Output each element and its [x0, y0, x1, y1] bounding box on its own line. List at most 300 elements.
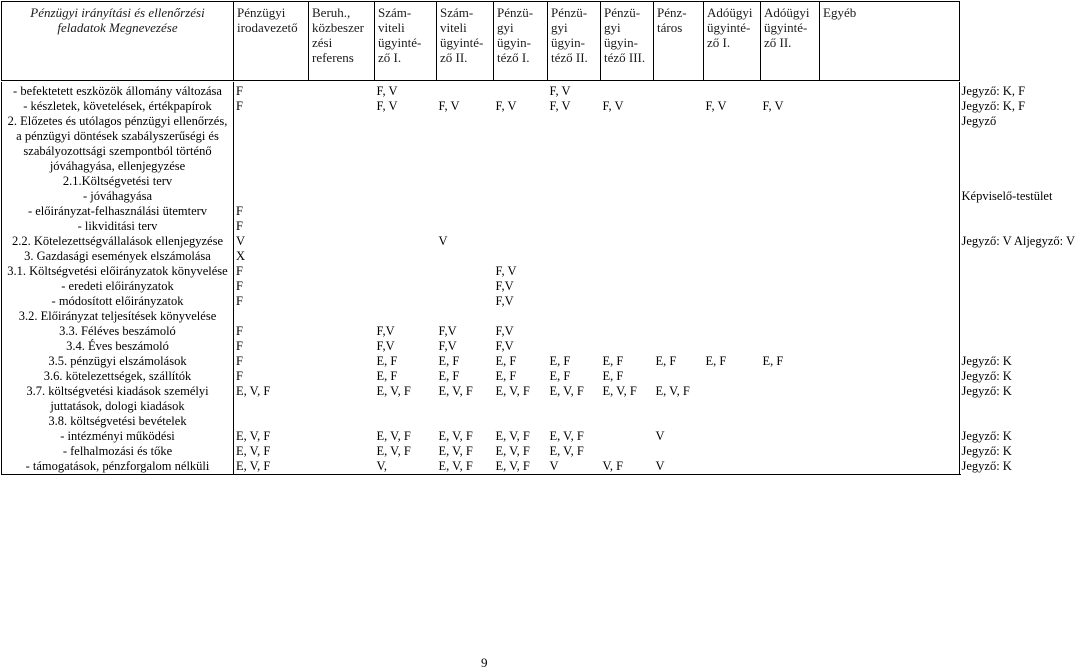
role-cell [820, 219, 960, 234]
role-cell [309, 234, 375, 249]
table-row: 2. Előzetes és utólagos pénzügyi ellenőrzés, a pénzügyi döntések szabályszerűségi és szabályozottsági szempontból történő jóváhagyása, ellenjegyzése Jegyző [2, 114, 960, 174]
table-row: - készletek, követelések, értékpapírok F F, V F, V F, V F, V F, V F, V F, V Jegyző: K, F [2, 99, 960, 114]
role-cell [820, 369, 960, 384]
role-cell: E, V, F [655, 384, 690, 398]
role-cell [761, 264, 820, 279]
role-cell [309, 249, 375, 264]
role-cell: E, F [376, 354, 398, 368]
role-cell [761, 429, 820, 444]
role-cell [704, 114, 761, 174]
role-cell [654, 114, 704, 174]
role-cell [761, 249, 820, 264]
role-cell [494, 189, 548, 204]
role-cell [494, 249, 548, 264]
role-cell [704, 444, 761, 459]
role-cell [309, 174, 375, 189]
role-cell [234, 414, 309, 429]
role-cell [601, 414, 654, 429]
role-cell: V [236, 234, 246, 248]
role-cell [494, 174, 548, 189]
role-cell: E, V, F [236, 384, 271, 398]
role-cell [309, 204, 375, 219]
role-cell [820, 204, 960, 219]
task-label: - jóváhagyása [2, 189, 234, 204]
role-cell [437, 294, 494, 309]
role-cell: E, F [376, 369, 398, 383]
role-cell [761, 294, 820, 309]
header-adougyi-1: Adóügyi ügyinté- ző I. [704, 2, 761, 81]
role-cell [704, 309, 761, 324]
role-cell: E, F [549, 369, 571, 383]
role-cell: E, V, F [495, 429, 530, 443]
task-label: 2.2. Kötelezettségvállalások ellenjegyzése [2, 234, 234, 249]
role-cell [494, 309, 548, 324]
role-cell: F, V [549, 84, 571, 98]
role-cell [309, 429, 375, 444]
role-cell [437, 174, 494, 189]
role-cell [548, 219, 601, 234]
role-cell: E, V, F [236, 444, 271, 458]
role-cell [654, 324, 704, 339]
role-cell [375, 309, 437, 324]
role-cell [375, 249, 437, 264]
role-cell [820, 234, 960, 249]
role-cell [704, 219, 761, 234]
role-cell [548, 189, 601, 204]
role-cell: V [654, 459, 704, 475]
role-cell [654, 219, 704, 234]
table-row: - támogatások, pénzforgalom nélküli E, V, F V, E, V, F E, V, F V V, F V Jegyző: K [2, 459, 960, 475]
role-cell [704, 234, 761, 249]
task-label: 3.3. Féléves beszámoló [2, 324, 234, 339]
role-cell: F, V [495, 264, 517, 278]
table-row: - jóváhagyása Képviselő-testület [2, 189, 960, 204]
role-cell [309, 189, 375, 204]
role-cell: F [236, 369, 243, 383]
table-row: - intézményi működési E, V, F E, V, F E, V, F E, V, F E, V, F V Jegyző: K [2, 429, 960, 444]
role-cell [494, 82, 548, 99]
table-row [2, 414, 960, 429]
role-cell: F [236, 324, 243, 338]
role-cell [761, 414, 820, 429]
role-cell: F, V [495, 99, 517, 113]
table-row [2, 279, 960, 294]
role-cell: E, F [602, 369, 624, 383]
table-row: 2.2. Kötelezettségvállalások ellenjegyzése V V Jegyző: V Aljegyző: V [2, 234, 960, 249]
task-label: 3.6. kötelezettségek, szállítók [2, 369, 234, 384]
role-cell [548, 114, 601, 174]
role-cell [437, 219, 494, 234]
table-row: 3.6. kötelezettségek, szállítók F E, F E, F E, F E, F E, F Jegyző: K [2, 369, 960, 384]
role-cell [309, 354, 375, 369]
role-cell [601, 339, 654, 354]
role-cell [761, 82, 820, 99]
table-row [2, 204, 960, 219]
role-cell [309, 279, 375, 294]
table-row: - befektetett eszközök állomány változása F F, V F, V Jegyző: K, F [2, 82, 960, 99]
role-cell: E, V, F [437, 459, 494, 475]
role-cell [309, 324, 375, 339]
role-cell [601, 234, 654, 249]
role-cell [494, 234, 548, 249]
role-cell: F [236, 99, 243, 113]
role-cell [494, 114, 548, 174]
role-cell: F,V [495, 339, 514, 353]
page-number: 9 [481, 655, 488, 670]
header-adougyi-2: Adóügyi ügyinté- ző II. [761, 2, 820, 81]
table-row [2, 219, 960, 234]
role-cell [601, 174, 654, 189]
role-cell [704, 429, 761, 444]
responsibility-table [1, 82, 1075, 475]
table-row [2, 339, 960, 354]
role-cell [309, 384, 375, 414]
role-cell [704, 384, 761, 414]
role-cell [704, 189, 761, 204]
role-cell [309, 114, 375, 174]
role-cell: E, F [602, 354, 624, 368]
role-cell [375, 414, 437, 429]
role-cell: E, V, F [494, 459, 548, 475]
role-cell [820, 264, 960, 279]
role-cell [548, 324, 601, 339]
role-cell [234, 114, 309, 174]
role-cell [375, 279, 437, 294]
header-szamviteli-2: Szám- viteli ügyinté- ző II. [437, 2, 494, 81]
role-cell [548, 339, 601, 354]
role-cell: E, V, F [236, 429, 271, 443]
header-penzugyi-3: Pénzü- gyi ügyin- téző III. [601, 2, 654, 81]
role-cell [820, 384, 960, 414]
role-cell: E, F [705, 354, 727, 368]
role-cell [548, 204, 601, 219]
role-cell: E, V, F [438, 429, 473, 443]
role-cell [601, 219, 654, 234]
role-cell: V, [375, 459, 437, 475]
task-label: - likviditási terv [2, 219, 234, 234]
role-cell [820, 444, 960, 459]
table-row [2, 324, 960, 339]
role-cell: F, V [438, 99, 460, 113]
role-cell [309, 339, 375, 354]
role-cell [309, 444, 375, 459]
role-cell [761, 219, 820, 234]
role-cell [437, 264, 494, 279]
role-cell [704, 279, 761, 294]
role-cell: F [236, 294, 243, 308]
role-cell [601, 189, 654, 204]
role-cell: E, V, F [234, 459, 309, 475]
role-cell: F, V [762, 99, 784, 113]
role-cell [375, 114, 437, 174]
role-cell [375, 234, 437, 249]
role-cell [704, 294, 761, 309]
role-cell [437, 114, 494, 174]
role-cell [704, 459, 761, 475]
role-cell: F,V [495, 324, 514, 338]
task-label: 3.7. költségvetési kiadások személyi juttatások, dologi kiadások [2, 384, 234, 414]
table-row [2, 174, 960, 189]
role-cell [494, 414, 548, 429]
task-label: - készletek, követelések, értékpapírok [2, 99, 234, 114]
role-cell [761, 114, 820, 174]
role-cell [437, 82, 494, 99]
role-cell [654, 294, 704, 309]
header-penztaros: Pénz- táros [654, 2, 704, 81]
role-cell [704, 369, 761, 384]
table-row [2, 264, 960, 279]
role-cell: E, V, F [376, 429, 411, 443]
header-szamviteli-1: Szám- viteli ügyinté- ző I. [375, 2, 437, 81]
role-cell: E, F [495, 354, 517, 368]
role-cell [820, 189, 960, 204]
role-cell [654, 444, 704, 459]
role-cell [761, 309, 820, 324]
role-cell [820, 354, 960, 369]
role-cell [309, 264, 375, 279]
role-cell [761, 174, 820, 189]
role-cell [654, 204, 704, 219]
role-cell [494, 204, 548, 219]
task-label: - támogatások, pénzforgalom nélküli [2, 459, 234, 475]
role-cell: E, V, F [495, 444, 530, 458]
role-cell [820, 249, 960, 264]
role-cell: F [236, 339, 243, 353]
role-cell: F [236, 84, 243, 98]
task-label: - módosított előirányzatok [2, 294, 234, 309]
header-penzugyi-2: Pénzü- gyi ügyin- téző II. [548, 2, 601, 81]
role-cell [309, 219, 375, 234]
role-cell [234, 174, 309, 189]
role-cell [601, 324, 654, 339]
role-cell: F, V [705, 99, 727, 113]
role-cell [704, 339, 761, 354]
role-cell [820, 429, 960, 444]
role-cell: E, V, F [495, 384, 530, 398]
role-cell: X [236, 249, 246, 263]
role-cell [654, 369, 704, 384]
header-egyeb: Egyéb [820, 2, 960, 81]
role-cell [654, 249, 704, 264]
role-cell [761, 189, 820, 204]
role-cell [548, 414, 601, 429]
role-cell [437, 414, 494, 429]
role-cell [761, 339, 820, 354]
role-cell [548, 234, 601, 249]
role-cell: F,V [376, 339, 395, 353]
role-cell [548, 264, 601, 279]
role-cell [375, 204, 437, 219]
role-cell [654, 414, 704, 429]
role-cell [234, 189, 309, 204]
role-cell: F,V [376, 324, 395, 338]
role-cell [601, 204, 654, 219]
role-cell [704, 324, 761, 339]
role-cell [375, 174, 437, 189]
role-cell [761, 444, 820, 459]
role-cell: F,V [438, 324, 457, 338]
role-cell [761, 234, 820, 249]
task-label: - előirányzat-felhasználási ütemterv [2, 204, 234, 219]
role-cell [601, 429, 654, 444]
role-cell [309, 369, 375, 384]
role-cell [761, 279, 820, 294]
role-cell [437, 249, 494, 264]
task-label: 3.2. Előirányzat teljesítések könyvelése [2, 309, 234, 324]
role-cell [820, 414, 960, 429]
role-cell: V, F [601, 459, 654, 475]
header-task-name: Pénzügyi irányítási és ellenőrzési feladatok Megnevezése [2, 2, 234, 81]
role-cell: E, V, F [549, 384, 584, 398]
task-label: 3.8. költségvetési bevételek [2, 414, 234, 429]
role-cell [601, 249, 654, 264]
table-row: 3.7. költségvetési kiadások személyi juttatások, dologi kiadások E, V, F E, V, F E, V, F E, V, F E, V, F E, V, F E, V, F Jegyző: K [2, 384, 960, 414]
role-cell: E, F [655, 354, 677, 368]
role-cell: E, V, F [376, 444, 411, 458]
role-cell: F [236, 219, 243, 233]
task-label: 2.1.Költségvetési terv [2, 174, 234, 189]
role-cell [601, 294, 654, 309]
task-label: - befektetett eszközök állomány változása [2, 82, 234, 99]
role-cell: E, F [438, 354, 460, 368]
role-cell: F, V [549, 99, 571, 113]
role-cell [375, 294, 437, 309]
role-cell [654, 99, 704, 114]
role-cell [704, 82, 761, 99]
role-cell [820, 459, 960, 475]
role-cell [309, 99, 375, 114]
role-cell [654, 339, 704, 354]
task-label: - intézményi működési [2, 429, 234, 444]
role-cell: F [236, 264, 243, 278]
task-label: - eredeti előirányzatok [2, 279, 234, 294]
role-cell [601, 279, 654, 294]
role-cell: E, F [762, 354, 784, 368]
header-pu-irodavezeto: Pénzügyi irodavezető [234, 2, 309, 81]
role-cell [548, 309, 601, 324]
role-cell: F [236, 279, 243, 293]
table-row [2, 309, 960, 324]
table-row [2, 294, 960, 309]
role-cell [761, 369, 820, 384]
role-cell [437, 189, 494, 204]
role-cell: F,V [495, 294, 514, 308]
role-cell [820, 279, 960, 294]
role-cell: F [236, 354, 243, 368]
role-cell: F, V [376, 84, 398, 98]
role-cell [761, 384, 820, 414]
role-cell [437, 204, 494, 219]
role-cell [820, 294, 960, 309]
role-cell: V [655, 429, 665, 443]
role-cell: E, V, F [438, 384, 473, 398]
role-cell [375, 219, 437, 234]
role-cell [309, 294, 375, 309]
role-cell [761, 204, 820, 219]
task-label: 3.5. pénzügyi elszámolások [2, 354, 234, 369]
role-cell [820, 324, 960, 339]
role-cell: F,V [495, 279, 514, 293]
role-cell: E, F [549, 354, 571, 368]
role-cell [601, 444, 654, 459]
role-cell: E, V, F [549, 444, 584, 458]
role-cell [437, 309, 494, 324]
role-cell: F, V [602, 99, 624, 113]
table-row: 3.5. pénzügyi elszámolások F E, F E, F E, F E, F E, F E, F E, F E, F Jegyző: K [2, 354, 960, 369]
task-label: 2. Előzetes és utólagos pénzügyi ellenőrzés, a pénzügyi döntések szabályszerűségi és szabályozottsági szempontból történő jóváhagyása, ellenjegyzése [2, 114, 234, 174]
task-label: 3. Gazdasági események elszámolása [2, 249, 234, 264]
header-penzugyi-1: Pénzü- gyi ügyin- téző I. [494, 2, 548, 81]
role-cell [375, 189, 437, 204]
header-beruhazasi-referens: Beruh., közbeszer zési referens [309, 2, 375, 81]
role-cell [309, 414, 375, 429]
role-cell [654, 82, 704, 99]
role-cell: E, F [495, 369, 517, 383]
role-cell: V [548, 459, 601, 475]
role-cell [654, 189, 704, 204]
role-cell [654, 309, 704, 324]
role-cell [548, 294, 601, 309]
task-label: 3.1. Költségvetési előirányzatok könyvelése [2, 264, 234, 279]
role-cell: E, V, F [438, 444, 473, 458]
table-row [2, 249, 960, 264]
role-cell [704, 264, 761, 279]
role-cell [704, 249, 761, 264]
task-label: 3.4. Éves beszámoló [2, 339, 234, 354]
role-cell [548, 174, 601, 189]
role-cell [309, 309, 375, 324]
role-cell [704, 204, 761, 219]
role-cell [601, 82, 654, 99]
role-cell [820, 309, 960, 324]
role-cell [437, 279, 494, 294]
role-cell: E, V, F [376, 384, 411, 398]
role-cell [704, 174, 761, 189]
role-cell: E, V, F [602, 384, 637, 398]
role-cell [494, 219, 548, 234]
role-cell [820, 114, 960, 174]
role-cell: V [438, 234, 448, 248]
role-cell [654, 234, 704, 249]
role-cell [234, 309, 309, 324]
role-cell [601, 114, 654, 174]
role-cell [820, 82, 960, 99]
role-cell [654, 279, 704, 294]
role-cell [309, 459, 375, 475]
role-cell: F, V [376, 99, 398, 113]
role-cell [548, 279, 601, 294]
role-cell [375, 264, 437, 279]
table-header [1, 1, 960, 81]
table-row: - felhalmozási és tőke E, V, F E, V, F E, V, F E, V, F E, V, F Jegyző: K [2, 444, 960, 459]
role-cell [820, 99, 960, 114]
role-cell [654, 264, 704, 279]
role-cell [761, 459, 820, 475]
role-cell [761, 324, 820, 339]
role-cell [601, 264, 654, 279]
role-cell [704, 414, 761, 429]
role-cell: E, V, F [549, 429, 584, 443]
role-cell [820, 174, 960, 189]
task-label: - felhalmozási és tőke [2, 444, 234, 459]
role-cell [601, 309, 654, 324]
role-cell: E, F [438, 369, 460, 383]
role-cell [309, 82, 375, 99]
role-cell [820, 339, 960, 354]
role-cell [548, 249, 601, 264]
role-cell: F,V [438, 339, 457, 353]
role-cell: F [236, 204, 243, 218]
